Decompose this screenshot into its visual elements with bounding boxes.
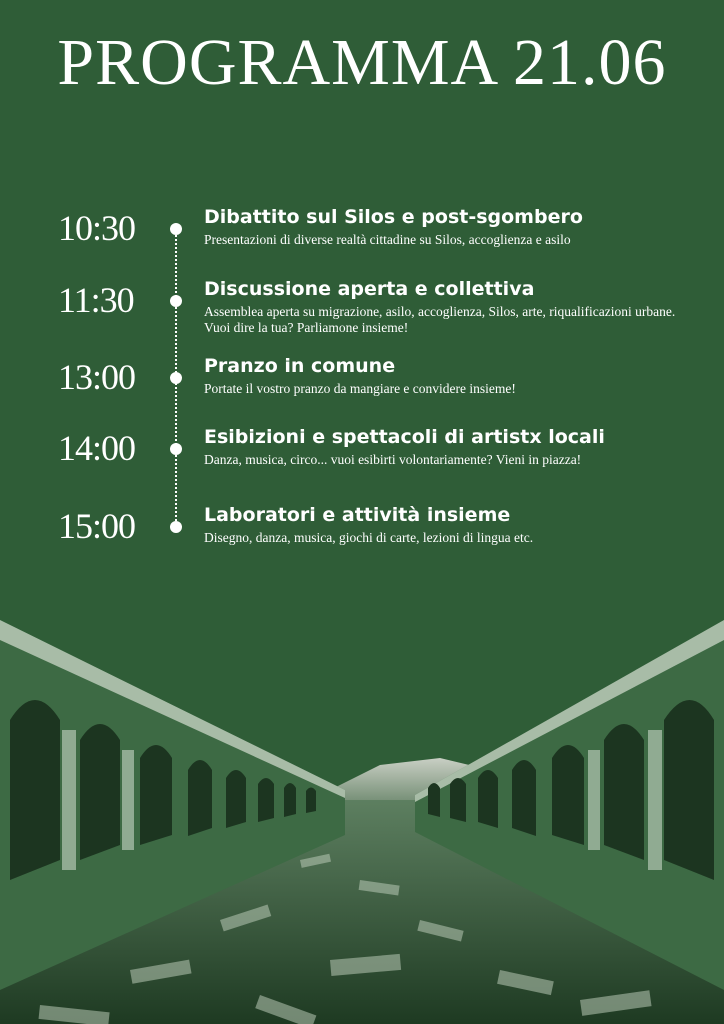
event-description: Portate il vostro pranzo da mangiare e convidere insieme! xyxy=(204,381,516,396)
event-title: Esibizioni e spettacoli di artistx locali xyxy=(204,426,605,448)
timeline-dot xyxy=(170,443,182,455)
event-time: 15:00 xyxy=(58,506,136,546)
event-description: Danza, musica, circo... vuoi esibirti volontariamente? Vieni in piazza! xyxy=(204,452,582,467)
page-title: PROGRAMMA 21.06 xyxy=(57,26,667,99)
event-description: Disegno, danza, musica, giochi di carte, lezioni di lingua etc. xyxy=(204,530,534,545)
event-description: Presentazioni di diverse realtà cittadine su Silos, accoglienza e asilo xyxy=(204,232,571,247)
event-title: Laboratori e attività insieme xyxy=(204,504,511,526)
timeline-dot xyxy=(170,372,182,384)
event-time: 11:30 xyxy=(58,280,134,320)
event-title: Dibattito sul Silos e post-sgombero xyxy=(204,206,583,228)
event-title: Pranzo in comune xyxy=(204,355,396,377)
timeline-dot xyxy=(170,295,182,307)
event-time: 13:00 xyxy=(58,357,136,397)
arcade-ruins-image xyxy=(0,600,724,1024)
event-time: 10:30 xyxy=(58,208,136,248)
event-description: Assemblea aperta su migrazione, asilo, accoglienza, Silos, arte, riqualificazioni urbane. Vuoi dire la tua? Parliamone insieme! xyxy=(204,304,676,335)
event-title: Discussione aperta e collettiva xyxy=(204,278,535,300)
timeline-dot xyxy=(170,223,182,235)
event-time: 14:00 xyxy=(58,428,136,468)
timeline-dot xyxy=(170,521,182,533)
